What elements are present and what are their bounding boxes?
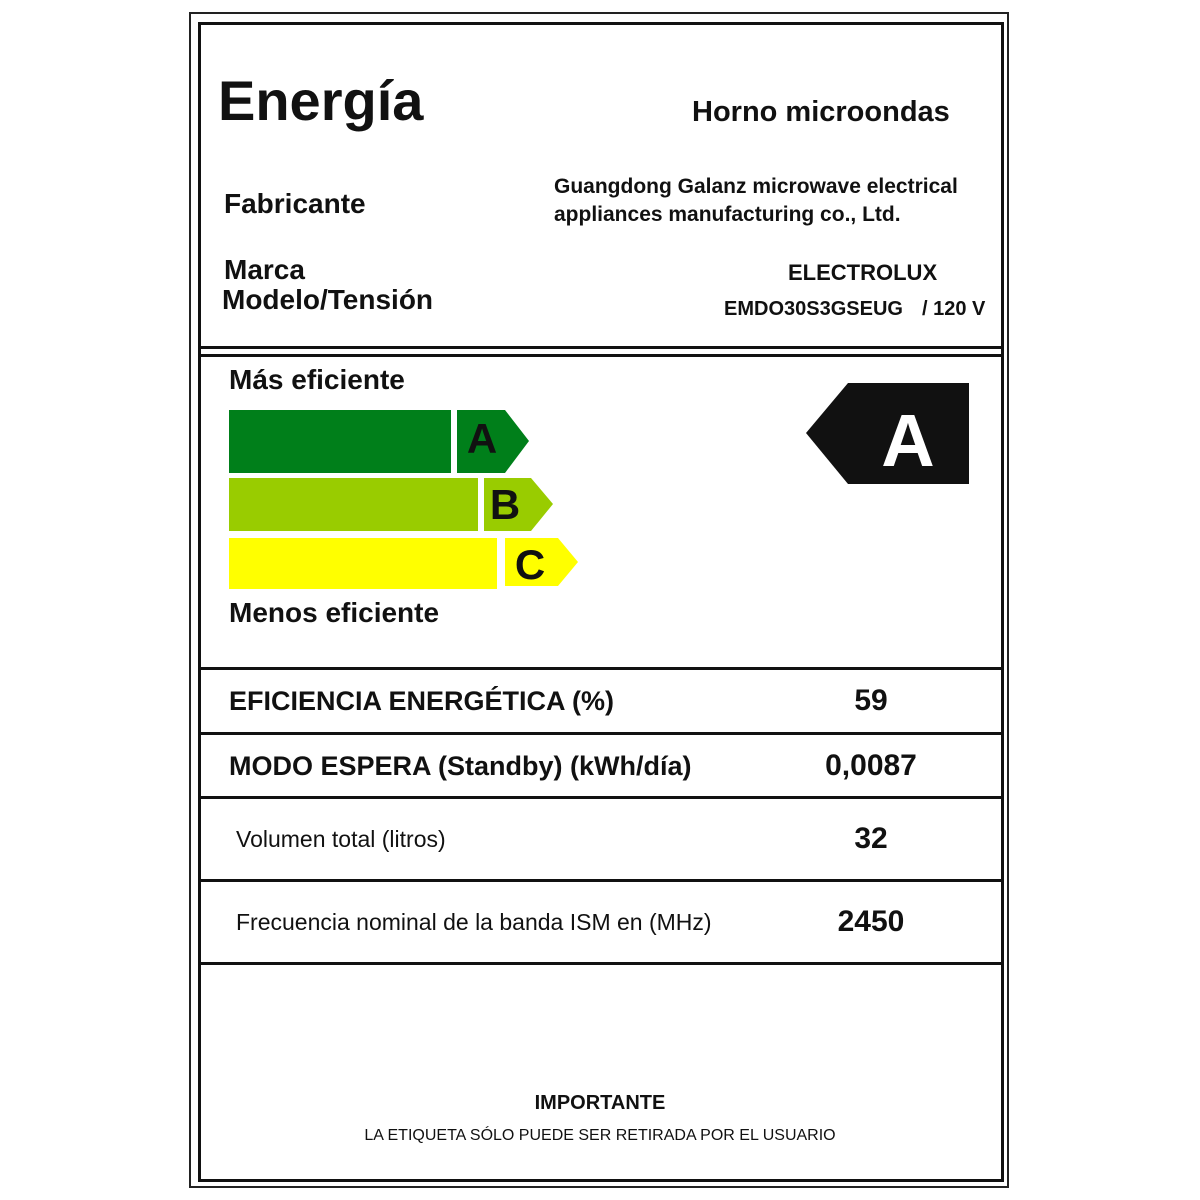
removal-notice: LA ETIQUETA SÓLO PUEDE SER RETIRADA POR EL USUARIO xyxy=(364,1127,836,1144)
row-standby-value: 0,0087 xyxy=(825,749,917,782)
class-a-bar xyxy=(229,410,451,473)
manufacturer-label: Fabricante xyxy=(224,188,366,219)
rating-indicator-letter: A xyxy=(881,399,935,482)
manufacturer-line-2: appliances manufacturing co., Ltd. xyxy=(554,203,901,226)
row-frequency-label: Frecuencia nominal de la banda ISM en (MHz) xyxy=(236,909,712,935)
more-efficient-text: Más eficiente xyxy=(229,364,405,395)
model-label: Modelo/Tensión xyxy=(222,284,434,315)
class-a-letter: A xyxy=(466,415,498,462)
row-efficiency-value: 59 xyxy=(854,684,888,717)
manufacturer-line-1: Guangdong Galanz microwave electrical xyxy=(554,175,958,198)
brand-value: ELECTROLUX xyxy=(788,260,938,285)
less-efficient-text: Menos eficiente xyxy=(229,597,440,628)
class-c-bar xyxy=(229,538,497,589)
model-value: EMDO30S3GSEUG xyxy=(724,298,903,320)
product-type: Horno microondas xyxy=(692,96,950,128)
class-b-letter: B xyxy=(489,481,521,528)
class-c-letter: C xyxy=(514,541,546,588)
row-frequency-value: 2450 xyxy=(837,905,905,938)
row-efficiency-label: EFICIENCIA ENERGÉTICA (%) xyxy=(229,686,615,716)
row-volume-value: 32 xyxy=(854,822,888,855)
label-title: Energía xyxy=(218,69,424,132)
class-b-bar xyxy=(229,478,478,531)
brand-label: Marca xyxy=(224,254,305,285)
row-volume-label: Volumen total (litros) xyxy=(236,826,446,852)
voltage-value: / 120 V xyxy=(922,298,986,320)
important-heading: IMPORTANTE xyxy=(534,1092,666,1114)
row-standby-label: MODO ESPERA (Standby) (kWh/día) xyxy=(229,751,692,781)
